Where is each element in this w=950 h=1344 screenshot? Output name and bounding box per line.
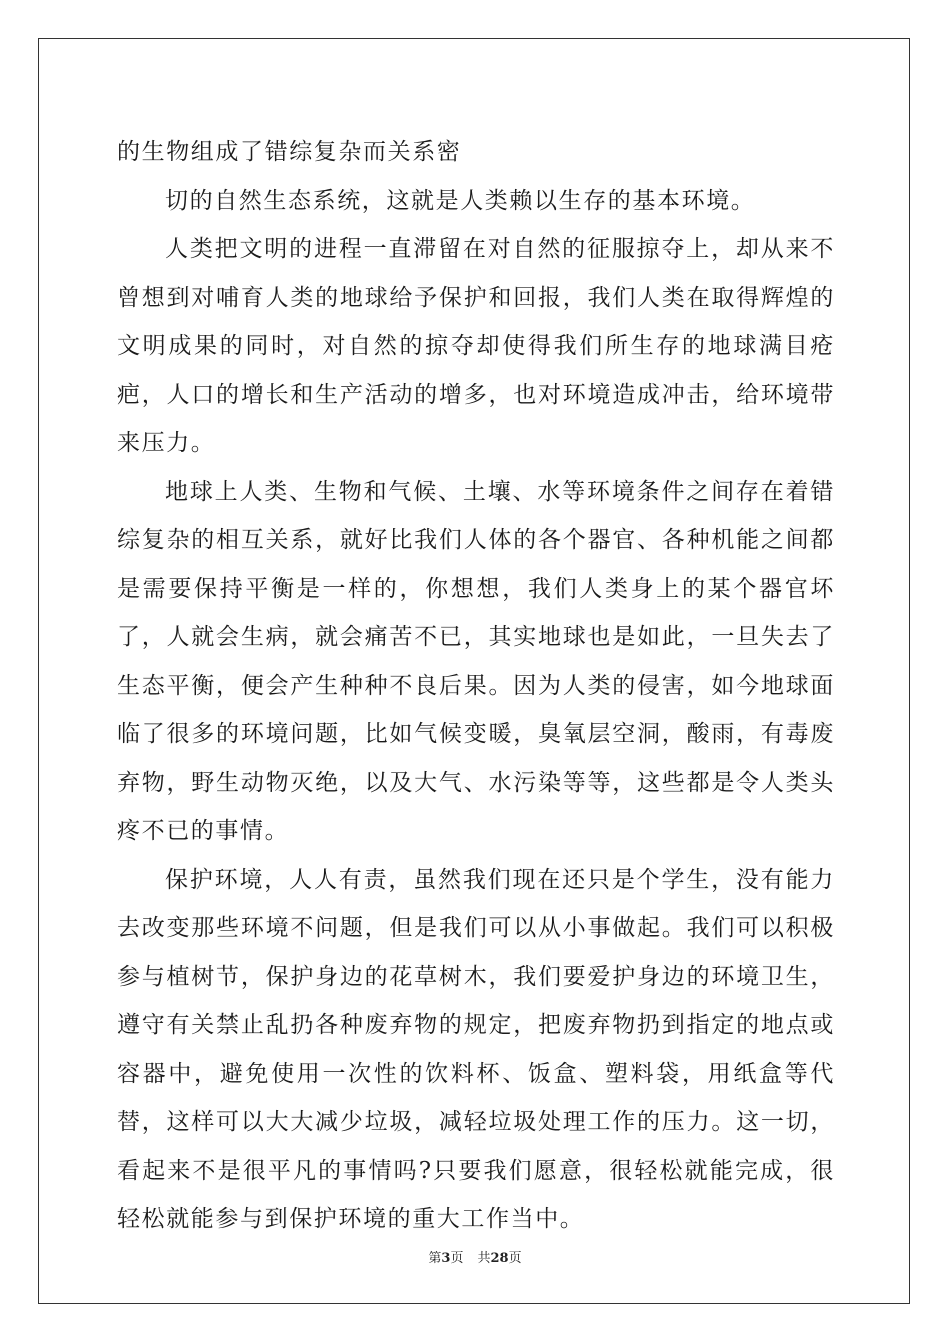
paragraph: 人类把文明的进程一直滞留在对自然的征服掠夺上，却从来不曾想到对哺育人类的地球给予保护和回报，我们人类在取得辉煌的文明成果的同时，对自然的掠夺却使得我们所生存的地球满目疮疤，人口的增长和生产活动的增多，也对环境造成冲击，给环境带来压力。 bbox=[117, 236, 835, 456]
paragraph: 保护环境，人人有责，虽然我们现在还只是个学生，没有能力去改变那些环境不问题，但是我们可以从小事做起。我们可以积极参与植树节，保护身边的花草树木，我们要爱护身边的环境卫生，遵守有关禁止乱扔各种废弃物的规定，把废弃物扔到指定的地点或容器中，避免使用一次性的饮料杯、饭盒、塑料袋，用纸盒等代替，这样可以大大减少垃圾，减轻垃圾处理工作的压力。这一切，看起来不是很平凡的事情吗?只要我们愿意，很轻松就能完成，很轻松就能参与到保护环境的重大工作当中。 bbox=[117, 866, 835, 1232]
total-suffix: 页 bbox=[508, 1251, 522, 1266]
page-suffix: 页 bbox=[450, 1251, 464, 1266]
paragraph: 切的自然生态系统，这就是人类赖以生存的基本环境。 bbox=[165, 187, 756, 214]
total-prefix: 共 bbox=[477, 1251, 491, 1266]
paragraph: 的生物组成了错综复杂而关系密 bbox=[117, 139, 462, 165]
total-pages: 28 bbox=[490, 1251, 509, 1266]
paragraph: 地球上人类、生物和气候、土壤、水等环境条件之间存在着错综复杂的相互关系，就好比我们人体的各个器官、各种机能之间都是需要保持平衡是一样的，你想想，我们人类身上的某个器官坏了，人就会生病，就会痛苦不已，其实地球也是如此，一旦失去了生态平衡，便会产生种种不良后果。因为人类的侵害，如今地球面临了很多的环境问题，比如气候变暖，臭氧层空洞，酸雨，有毒废弃物，野生动物灭绝，以及大气、水污染等等，这些都是令人类头疼不已的事情。 bbox=[117, 478, 835, 844]
page-footer bbox=[0, 1247, 950, 1266]
document-body bbox=[117, 128, 835, 1244]
page-prefix: 第 bbox=[428, 1251, 442, 1266]
page-number: 3 bbox=[441, 1251, 451, 1266]
